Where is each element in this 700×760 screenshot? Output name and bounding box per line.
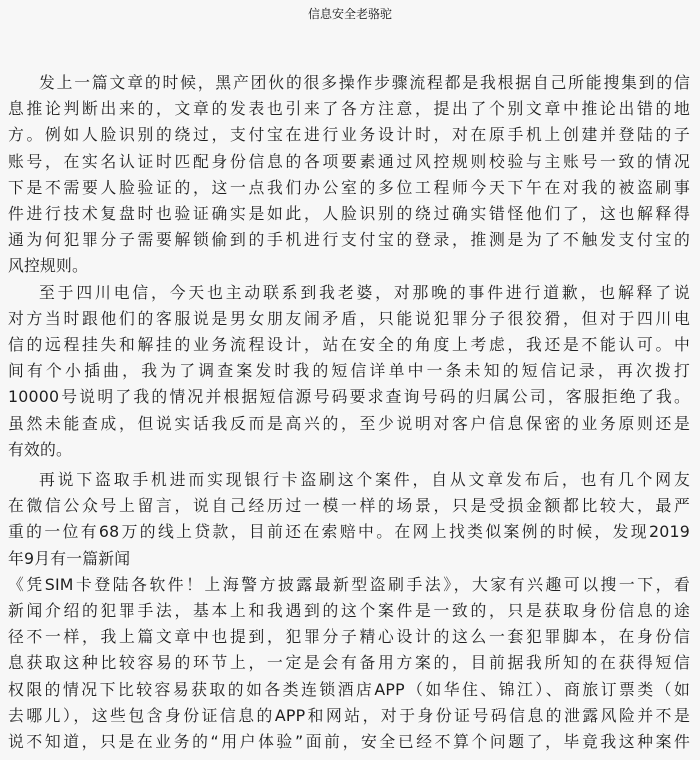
paragraph-4 — [8, 572, 690, 755]
paragraph-line: 件进行技术复盘时也验证确实是如此，人脸识别的绕过确实错怪他们了，这也解释得 — [8, 204, 690, 224]
paragraph-line: 径不一样，我上篇文章中也提到，犯罪分子精心设计的这么一套犯罪脚本，在身份信 — [8, 627, 690, 647]
paragraph-line: 下是不需要人脸验证的，这一点我们办公室的多位工程师今天下午在对我的被盗刷事 — [8, 177, 690, 197]
paragraph-1 — [8, 70, 690, 280]
paragraph-line: 方。例如人脸识别的绕过，支付宝在进行业务设计时，对在原手机上创建并登陆的子 — [8, 125, 690, 145]
paragraph-line: 至于四川电信，今天也主动联系到我老婆，对那晚的事件进行道歉，也解释了说 — [39, 282, 690, 302]
paragraph-3 — [8, 467, 690, 572]
header-title: 信息安全老骆驼 — [307, 7, 392, 21]
paragraph-line: 重的一位有68万的线上贷款，目前还在索赔中。在网上找类似案例的时候，发现2019 — [8, 522, 690, 542]
paragraph-line: 年9月有一篇新闻 — [8, 548, 131, 568]
paragraph-line: 息推论判断出来的，文章的发表也引来了各方注意，提出了个别文章中推论出错的地 — [8, 99, 690, 119]
paragraph-line: 发上一篇文章的时候，黑产团伙的很多操作步骤流程都是我根据自己所能搜集到的信 — [39, 73, 690, 92]
paragraph-line: 新闻介绍的犯罪手法，基本上和我遇到的这个案件是一致的，只是获取身份信息的途 — [8, 601, 690, 621]
article-body — [8, 70, 690, 755]
paragraph-line: 有效的。 — [8, 439, 72, 459]
paragraph-line: 账号，在实名认证时匹配身份信息的各项要素通过风控规则校验与主账号一致的情况 — [8, 151, 690, 171]
paragraph-line: 间有个小插曲，我为了调查案发时我的短信详单中一条未知的短信记录，再次拨打 — [8, 361, 690, 381]
paragraph-2 — [8, 280, 690, 463]
paragraph-line: 虽然未能查成，但说实话我反而是高兴的，至少说明对客户信息保密的业务原则还是 — [8, 413, 690, 433]
paragraph-line: 风控规则。 — [8, 256, 88, 276]
paragraph-line: 信的远程挂失和解挂的业务流程设计，站在安全的角度上考虑，我还是不能认可。中 — [8, 335, 690, 355]
paragraph-line: 再说下盗取手机进而实现银行卡盗刷这个案件，自从文章发布后，也有几个网友 — [39, 470, 690, 490]
paragraph-line: 权限的情况下比较容易获取的如各类连锁酒店APP（如华住、锦江）、商旅订票类（如 — [8, 679, 690, 699]
paragraph-line: 在微信公众号上留言，说自己经历过一模一样的场景，只是受损金额都比较大，最严 — [8, 496, 690, 516]
paragraph-line: 10000号说明了我的情况并根据短信源号码要求查询号码的归属公司，客服拒绝了我。 — [8, 387, 690, 407]
paragraph-line: 息获取这种比较容易的环节上，一定是会有备用方案的，目前据我所知的在获得短信 — [8, 653, 690, 673]
paragraph-line: 对方当时跟他们的客服说是男女朋友闹矛盾，只能说犯罪分子很狡猾，但对于四川电 — [8, 308, 690, 328]
paragraph-line: 通为何犯罪分子需要解锁偷到的手机进行支付宝的登录，推测是为了不触发支付宝的 — [8, 230, 690, 250]
paragraph-line: 去哪儿），这些包含身份证信息的APP和网站，对于身份证号码信息的泄露风险并不是 — [8, 705, 690, 725]
paragraph-line: 说不知道，只是在业务的“用户体验”面前，安全已经不算个问题了，毕竟我这种案件 — [8, 732, 690, 752]
paragraph-line: 《凭SIM卡登陆各软件！上海警方披露最新型盗刷手法》，大家有兴趣可以搜一下，看 — [8, 574, 690, 594]
page-header — [0, 0, 700, 28]
